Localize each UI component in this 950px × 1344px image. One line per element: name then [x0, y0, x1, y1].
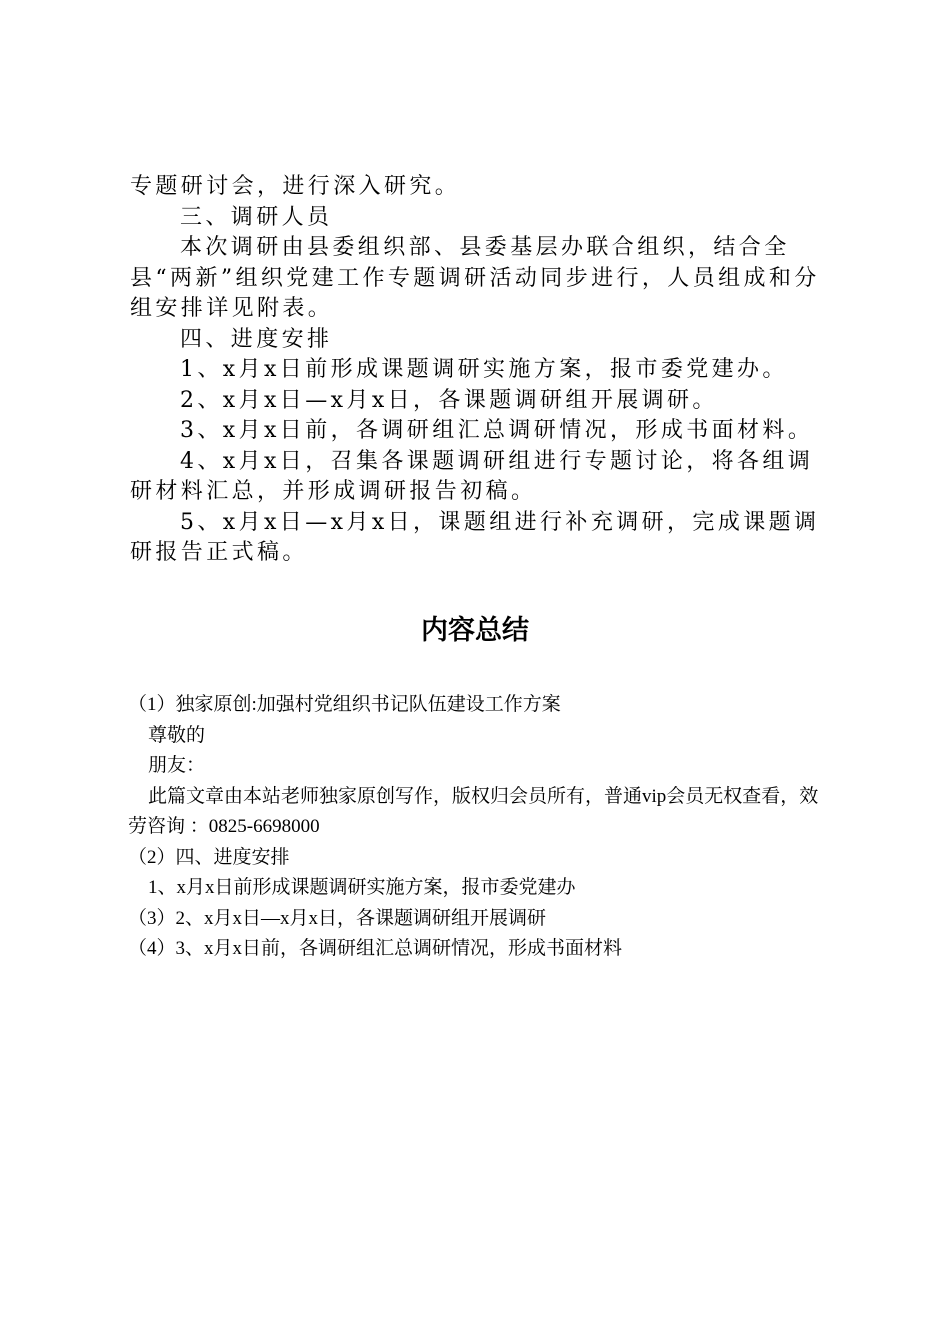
summary-section — [128, 690, 833, 965]
document-body — [130, 172, 830, 569]
section-heading-schedule: 四、进度安排 — [180, 326, 333, 352]
schedule-item-3: 3、x月x日前，各调研组汇总调研情况，形成书面材料。 — [180, 418, 814, 443]
schedule-item-2: 2、x月x日—x月x日，各课题调研组开展调研。 — [180, 387, 718, 413]
summary-greeting-friend: 朋友： — [148, 755, 206, 776]
section-heading-personnel: 三、调研人员 — [180, 204, 333, 230]
summary-line-4: （4）3、x月x日前，各调研组汇总调研情况，形成书面材料 — [128, 938, 623, 959]
summary-schedule-item: 1、x月x日前形成课题调研实施方案，报市委党建办 — [148, 877, 576, 898]
summary-line-1: （1）独家原创:加强村党组织书记队伍建设工作方案 — [128, 694, 561, 715]
summary-copyright-notice: 此篇文章由本站老师独家原创写作，版权归会员所有，普通vip会员无权查看，效劳咨询 ：0825-6698000 — [128, 785, 819, 837]
schedule-item-4: 4、x月x日，召集各课题调研组进行专题讨论，将各组调研材料汇总，并形成调研报告初稿。 — [130, 448, 814, 504]
schedule-item-1: 1、x月x日前形成课题调研实施方案，报市委党建办。 — [180, 357, 788, 382]
summary-greeting: 尊敬的 — [148, 724, 206, 746]
paragraph-continuation: 专题研讨会，进行深入研究。 — [130, 174, 461, 199]
summary-title: 内容总结 — [421, 615, 529, 646]
summary-line-2: （2）四、进度安排 — [128, 846, 290, 868]
paragraph-personnel: 本次调研由县委组织部、县委基层办联合组织，结合全县“两新”组织党建工作专题调研活动同步进行，人员组成和分组安排详见附表。 — [130, 235, 820, 321]
schedule-item-5: 5、x月x日—x月x日，课题组进行补充调研，完成课题调研报告正式稿。 — [130, 509, 820, 565]
summary-line-3: （3）2、x月x日—x月x日，各课题调研组开展调研 — [128, 907, 547, 929]
